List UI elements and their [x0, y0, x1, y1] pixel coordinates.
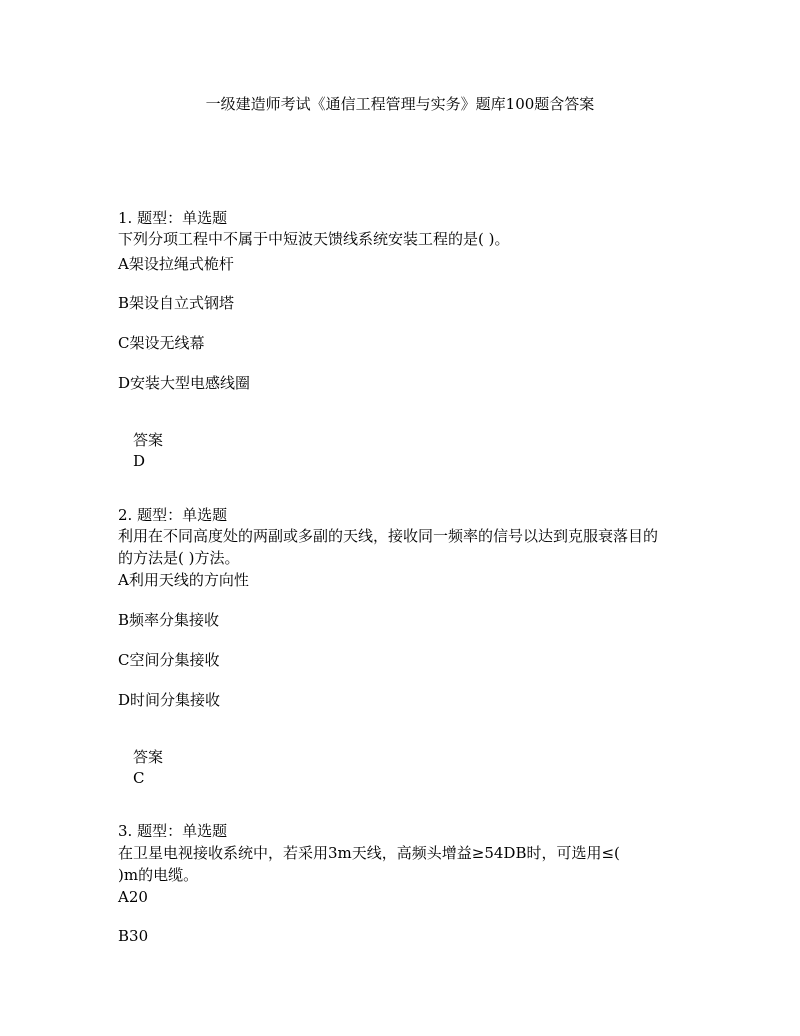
question-1-option-c: C架设无线幕 — [118, 334, 205, 352]
question-2-answer: C — [133, 769, 145, 787]
question-3-stem-line-1: 在卫星电视接收系统中，若采用3m天线，高频头增益≥54DB时，可选用≤( — [118, 844, 620, 862]
question-2-option-d: D时间分集接收 — [118, 691, 221, 709]
question-1-header: 1. 题型：单选题 — [118, 209, 228, 227]
question-2-option-a: A利用天线的方向性 — [118, 571, 249, 589]
question-1-option-a: A架设拉绳式桅杆 — [118, 255, 234, 273]
question-2-stem-line-2: 的方法是( )方法。 — [118, 549, 240, 567]
question-2-header: 2. 题型：单选题 — [118, 506, 228, 524]
question-1-answer-label: 答案 — [133, 431, 164, 449]
question-2-answer-label: 答案 — [133, 748, 164, 766]
question-3-header: 3. 题型：单选题 — [118, 822, 228, 840]
question-1-answer: D — [133, 452, 146, 470]
question-1-stem: 下列分项工程中不属于中短波天馈线系统安装工程的是( )。 — [118, 230, 510, 248]
question-2-option-b: B频率分集接收 — [118, 611, 220, 629]
document-title: 一级建造师考试《通信工程管理与实务》题库100题含答案 — [205, 95, 595, 113]
question-3-option-a: A20 — [118, 888, 148, 906]
question-2-option-c: C空间分集接收 — [118, 651, 220, 669]
question-1-option-b: B架设自立式钢塔 — [118, 294, 235, 312]
question-2-stem-line-1: 利用在不同高度处的两副或多副的天线，接收同一频率的信号以达到克服衰落目的 — [118, 527, 659, 545]
question-3-stem-line-2: )m的电缆。 — [118, 866, 199, 884]
question-1-option-d: D安装大型电感线圈 — [118, 374, 251, 392]
question-3-option-b: B30 — [118, 927, 149, 945]
